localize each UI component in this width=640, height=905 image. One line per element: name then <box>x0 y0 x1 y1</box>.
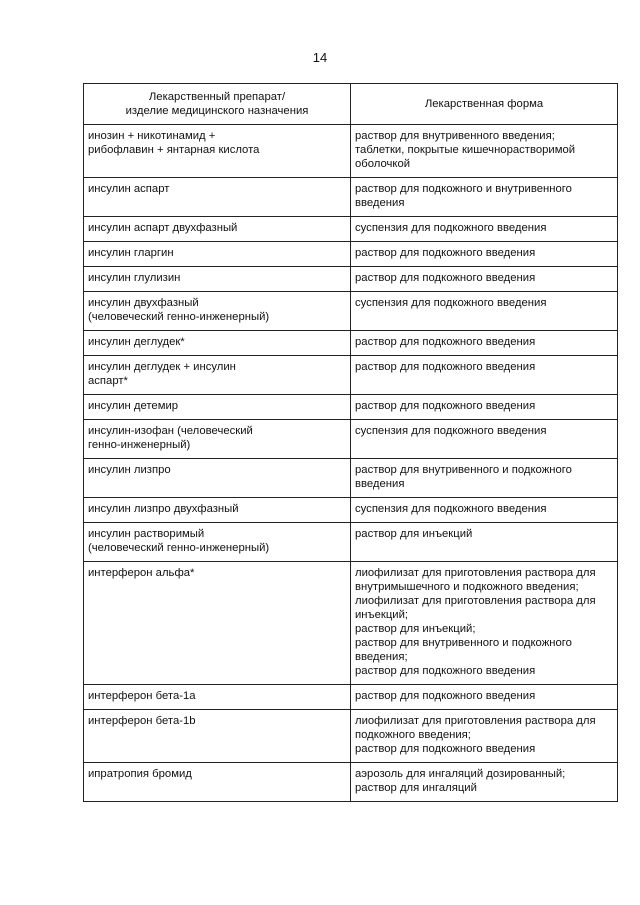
table-row <box>84 710 618 763</box>
dosage-form: раствор для подкожного введения <box>355 247 536 259</box>
drug-name-cell <box>84 420 351 459</box>
table-row <box>84 685 618 710</box>
dosage-form-cell <box>351 356 618 395</box>
drug-name-cell <box>84 292 351 331</box>
drug-name: инсулин-изофан (человеческий генно-инженерный) <box>88 425 253 451</box>
drug-name: инсулин детемир <box>88 400 179 412</box>
page-number: 14 <box>312 50 328 65</box>
drug-name-cell <box>84 685 351 710</box>
table-row <box>84 498 618 523</box>
dosage-form: суспензия для подкожного введения <box>355 425 547 437</box>
dosage-form: раствор для подкожного введения <box>355 272 536 284</box>
table-row <box>84 267 618 292</box>
drug-name-cell <box>84 242 351 267</box>
dosage-form-cell <box>351 459 618 498</box>
drug-name-cell <box>84 125 351 178</box>
dosage-form: раствор для инъекций <box>355 528 473 540</box>
dosage-form: лиофилизат для приготовления раствора для подкожного введения; раствор для подкожного введения <box>355 715 596 755</box>
dosage-form: раствор для подкожного введения <box>355 336 536 348</box>
dosage-form: раствор для внутривенного и подкожного введения <box>355 464 572 490</box>
dosage-form: суспензия для подкожного введения <box>355 297 547 309</box>
table-row <box>84 562 618 685</box>
dosage-form: раствор для подкожного введения <box>355 361 536 373</box>
dosage-form-cell <box>351 178 618 217</box>
table-row <box>84 395 618 420</box>
drug-name: интерферон альфа* <box>88 567 195 579</box>
dosage-form-cell <box>351 395 618 420</box>
dosage-form-cell <box>351 562 618 685</box>
drug-name-cell <box>84 459 351 498</box>
table-row <box>84 459 618 498</box>
drug-name-cell <box>84 395 351 420</box>
drug-name-cell <box>84 562 351 685</box>
drug-name: инсулин лизпро двухфазный <box>88 503 239 515</box>
table-row <box>84 763 618 802</box>
drug-name: инсулин лизпро <box>88 464 171 476</box>
drug-name: интерферон бета-1a <box>88 690 196 702</box>
drug-name-cell <box>84 763 351 802</box>
table-row <box>84 125 618 178</box>
dosage-form: суспензия для подкожного введения <box>355 503 547 515</box>
dosage-form: лиофилизат для приготовления раствора для внутримышечного и подкожного введения; лиофилизат для приготовления раствора для инъекций; раствор для инъекций; раствор для внутривенного и подкожного введения; раствор для подкожного введения <box>355 567 596 677</box>
dosage-form-cell <box>351 267 618 292</box>
table-row <box>84 523 618 562</box>
dosage-form-cell <box>351 420 618 459</box>
drug-name: инозин + никотинамид + рибофлавин + янтарная кислота <box>88 130 260 156</box>
drug-name-cell <box>84 523 351 562</box>
drug-name: инсулин растворимый (человеческий генно-инженерный) <box>88 528 270 554</box>
drug-name-cell <box>84 331 351 356</box>
header-form: Лекарственная форма <box>351 84 618 125</box>
drug-name: инсулин двухфазный (человеческий генно-инженерный) <box>88 297 270 323</box>
table-row <box>84 331 618 356</box>
table-header-row <box>84 84 618 125</box>
table-row <box>84 217 618 242</box>
dosage-form: суспензия для подкожного введения <box>355 222 547 234</box>
dosage-form-cell <box>351 242 618 267</box>
drug-name: инсулин деглудек* <box>88 336 185 348</box>
table-row <box>84 420 618 459</box>
dosage-form: раствор для подкожного введения <box>355 690 536 702</box>
drug-name: инсулин деглудек + инсулин аспарт* <box>88 361 236 387</box>
dosage-form: аэрозоль для ингаляций дозированный; раствор для ингаляций <box>355 768 566 794</box>
drug-name: инсулин аспарт двухфазный <box>88 222 238 234</box>
drug-name-cell <box>84 498 351 523</box>
dosage-form-cell <box>351 331 618 356</box>
drug-name: инсулин аспарт <box>88 183 170 195</box>
dosage-form-cell <box>351 125 618 178</box>
dosage-form-cell <box>351 710 618 763</box>
drug-name: инсулин гларгин <box>88 247 174 259</box>
table-row <box>84 292 618 331</box>
dosage-form-cell <box>351 763 618 802</box>
dosage-form-cell <box>351 217 618 242</box>
drug-name-cell <box>84 710 351 763</box>
drug-name-cell <box>84 178 351 217</box>
drug-name-cell <box>84 267 351 292</box>
drug-name-cell <box>84 217 351 242</box>
drug-table <box>83 83 618 802</box>
drug-name: инсулин глулизин <box>88 272 181 284</box>
dosage-form-cell <box>351 498 618 523</box>
dosage-form: раствор для подкожного и внутривенного введения <box>355 183 572 209</box>
table-row <box>84 178 618 217</box>
table-row <box>84 356 618 395</box>
dosage-form: раствор для подкожного введения <box>355 400 536 412</box>
drug-name-cell <box>84 356 351 395</box>
dosage-form-cell <box>351 292 618 331</box>
dosage-form-cell <box>351 685 618 710</box>
dosage-form: раствор для внутривенного введения; таблетки, покрытые кишечнорастворимой оболочкой <box>355 130 576 170</box>
header-drug: Лекарственный препарат/ изделие медицинского назначения <box>84 84 351 125</box>
table-row <box>84 242 618 267</box>
dosage-form-cell <box>351 523 618 562</box>
drug-name: ипратропия бромид <box>88 768 192 780</box>
drug-name: интерферон бета-1b <box>88 715 196 727</box>
